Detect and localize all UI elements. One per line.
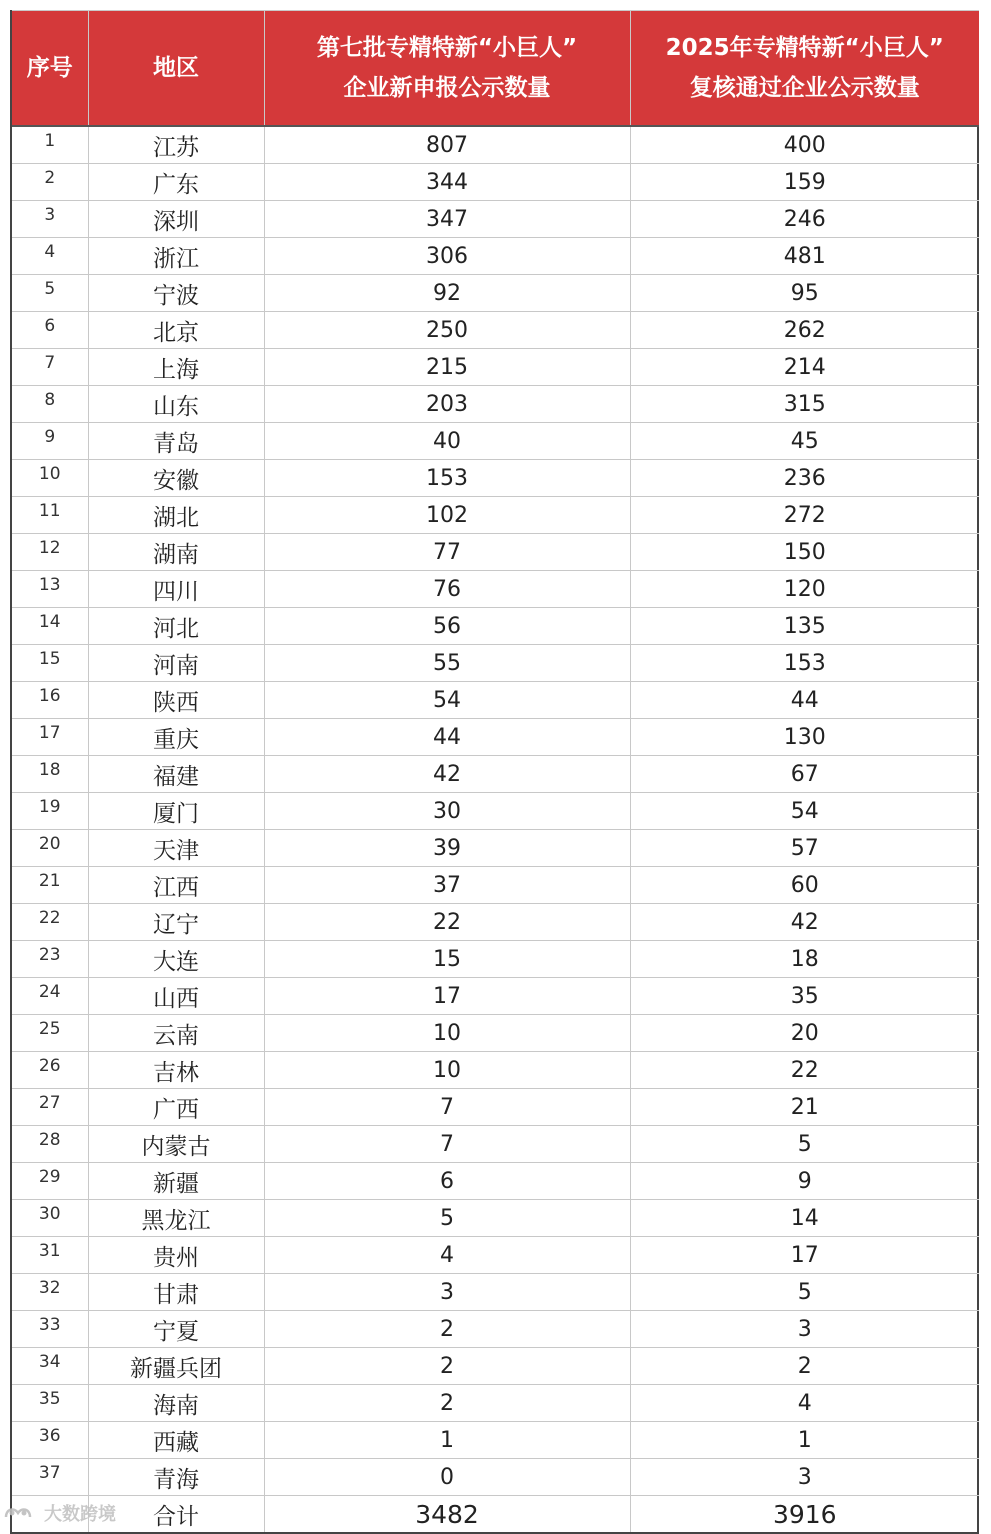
row-review-count: 44 — [630, 682, 979, 719]
row-region: 吉林 — [88, 1052, 264, 1089]
header-row — [12, 11, 979, 127]
row-region: 黑龙江 — [88, 1200, 264, 1237]
row-index: 36 — [12, 1422, 88, 1459]
header-index — [12, 11, 88, 127]
row-index: 33 — [12, 1311, 88, 1348]
table-row — [12, 904, 979, 941]
row-new-count: 10 — [264, 1015, 630, 1052]
row-region: 广东 — [88, 164, 264, 201]
row-new-count: 77 — [264, 534, 630, 571]
data-table — [12, 10, 979, 1532]
table-row — [12, 534, 979, 571]
row-new-count: 39 — [264, 830, 630, 867]
total-row — [12, 1496, 979, 1533]
row-review-count: 67 — [630, 756, 979, 793]
row-region: 辽宁 — [88, 904, 264, 941]
row-review-count: 42 — [630, 904, 979, 941]
row-region: 山东 — [88, 386, 264, 423]
row-region: 浙江 — [88, 238, 264, 275]
row-region: 宁波 — [88, 275, 264, 312]
row-new-count: 0 — [264, 1459, 630, 1496]
row-region: 广西 — [88, 1089, 264, 1126]
table-row — [12, 1200, 979, 1237]
row-review-count: 150 — [630, 534, 979, 571]
header-new-batch — [264, 11, 630, 127]
row-review-count: 315 — [630, 386, 979, 423]
row-new-count: 17 — [264, 978, 630, 1015]
row-index: 9 — [12, 423, 88, 460]
row-region: 西藏 — [88, 1422, 264, 1459]
table-row — [12, 608, 979, 645]
table-row — [12, 386, 979, 423]
row-new-count: 92 — [264, 275, 630, 312]
row-region: 甘肃 — [88, 1274, 264, 1311]
table-row — [12, 1311, 979, 1348]
row-region: 河南 — [88, 645, 264, 682]
row-new-count: 344 — [264, 164, 630, 201]
row-review-count: 262 — [630, 312, 979, 349]
row-new-count: 2 — [264, 1311, 630, 1348]
row-region: 云南 — [88, 1015, 264, 1052]
row-index: 7 — [12, 349, 88, 386]
total-index-empty — [12, 1496, 88, 1533]
row-review-count: 17 — [630, 1237, 979, 1274]
row-region: 新疆兵团 — [88, 1348, 264, 1385]
row-region: 江西 — [88, 867, 264, 904]
table-body — [12, 126, 979, 1532]
row-review-count: 22 — [630, 1052, 979, 1089]
header-index-label: 序号 — [26, 55, 73, 81]
row-review-count: 236 — [630, 460, 979, 497]
row-new-count: 54 — [264, 682, 630, 719]
row-new-count: 7 — [264, 1126, 630, 1163]
row-new-count: 250 — [264, 312, 630, 349]
table-row — [12, 1348, 979, 1385]
table-row — [12, 126, 979, 164]
table-row — [12, 1274, 979, 1311]
row-region: 福建 — [88, 756, 264, 793]
table-row — [12, 312, 979, 349]
header-review — [630, 11, 979, 127]
row-region: 山西 — [88, 978, 264, 1015]
header-new-batch-line2: 企业新申报公示数量 — [343, 75, 551, 101]
row-review-count: 45 — [630, 423, 979, 460]
row-new-count: 56 — [264, 608, 630, 645]
row-index: 29 — [12, 1163, 88, 1200]
table-row — [12, 1385, 979, 1422]
table-row — [12, 497, 979, 534]
table-row — [12, 941, 979, 978]
row-region: 青岛 — [88, 423, 264, 460]
row-new-count: 30 — [264, 793, 630, 830]
row-index: 8 — [12, 386, 88, 423]
table-row — [12, 719, 979, 756]
row-new-count: 40 — [264, 423, 630, 460]
row-new-count: 42 — [264, 756, 630, 793]
row-region: 湖南 — [88, 534, 264, 571]
row-index: 34 — [12, 1348, 88, 1385]
row-new-count: 1 — [264, 1422, 630, 1459]
row-index: 1 — [12, 126, 88, 164]
row-review-count: 2 — [630, 1348, 979, 1385]
row-new-count: 215 — [264, 349, 630, 386]
row-index: 3 — [12, 201, 88, 238]
row-region: 四川 — [88, 571, 264, 608]
row-review-count: 3 — [630, 1311, 979, 1348]
header-review-line1: 2025年专精特新“小巨人” — [665, 35, 944, 61]
row-region: 深圳 — [88, 201, 264, 238]
row-index: 19 — [12, 793, 88, 830]
table-row — [12, 238, 979, 275]
row-review-count: 1 — [630, 1422, 979, 1459]
header-region-label: 地区 — [153, 55, 199, 81]
row-region: 内蒙古 — [88, 1126, 264, 1163]
row-region: 新疆 — [88, 1163, 264, 1200]
total-review-count: 3916 — [630, 1496, 979, 1533]
row-index: 17 — [12, 719, 88, 756]
row-new-count: 306 — [264, 238, 630, 275]
row-review-count: 35 — [630, 978, 979, 1015]
row-review-count: 246 — [630, 201, 979, 238]
row-new-count: 44 — [264, 719, 630, 756]
row-region: 大连 — [88, 941, 264, 978]
table-row — [12, 682, 979, 719]
row-review-count: 14 — [630, 1200, 979, 1237]
row-index: 28 — [12, 1126, 88, 1163]
table-row — [12, 349, 979, 386]
row-new-count: 76 — [264, 571, 630, 608]
row-new-count: 10 — [264, 1052, 630, 1089]
row-review-count: 159 — [630, 164, 979, 201]
row-index: 11 — [12, 497, 88, 534]
row-index: 35 — [12, 1385, 88, 1422]
row-index: 14 — [12, 608, 88, 645]
row-review-count: 21 — [630, 1089, 979, 1126]
row-new-count: 4 — [264, 1237, 630, 1274]
header-review-line2: 复核通过企业公示数量 — [689, 75, 920, 101]
table-row — [12, 867, 979, 904]
row-review-count: 400 — [630, 126, 979, 164]
row-index: 6 — [12, 312, 88, 349]
row-new-count: 7 — [264, 1089, 630, 1126]
row-review-count: 9 — [630, 1163, 979, 1200]
row-index: 37 — [12, 1459, 88, 1496]
row-new-count: 2 — [264, 1348, 630, 1385]
row-index: 12 — [12, 534, 88, 571]
table-row — [12, 830, 979, 867]
table-row — [12, 793, 979, 830]
table-row — [12, 645, 979, 682]
row-index: 2 — [12, 164, 88, 201]
watermark-text: 大数跨境 — [44, 1504, 116, 1525]
row-index: 24 — [12, 978, 88, 1015]
row-review-count: 481 — [630, 238, 979, 275]
row-new-count: 347 — [264, 201, 630, 238]
table-row — [12, 1015, 979, 1052]
table-row — [12, 756, 979, 793]
row-review-count: 18 — [630, 941, 979, 978]
table-row — [12, 1459, 979, 1496]
row-review-count: 153 — [630, 645, 979, 682]
row-index: 5 — [12, 275, 88, 312]
row-region: 重庆 — [88, 719, 264, 756]
row-new-count: 5 — [264, 1200, 630, 1237]
row-review-count: 272 — [630, 497, 979, 534]
table-row — [12, 423, 979, 460]
row-new-count: 807 — [264, 126, 630, 164]
data-table-container — [10, 10, 979, 1534]
row-region: 北京 — [88, 312, 264, 349]
row-review-count: 120 — [630, 571, 979, 608]
row-region: 江苏 — [88, 126, 264, 164]
row-region: 宁夏 — [88, 1311, 264, 1348]
row-index: 30 — [12, 1200, 88, 1237]
row-index: 18 — [12, 756, 88, 793]
table-row — [12, 275, 979, 312]
row-new-count: 55 — [264, 645, 630, 682]
row-new-count: 15 — [264, 941, 630, 978]
header-region — [88, 11, 264, 127]
row-index: 26 — [12, 1052, 88, 1089]
row-new-count: 153 — [264, 460, 630, 497]
row-index: 32 — [12, 1274, 88, 1311]
row-index: 4 — [12, 238, 88, 275]
row-region: 河北 — [88, 608, 264, 645]
row-region: 湖北 — [88, 497, 264, 534]
row-review-count: 130 — [630, 719, 979, 756]
row-index: 15 — [12, 645, 88, 682]
table-row — [12, 460, 979, 497]
row-region: 厦门 — [88, 793, 264, 830]
row-review-count: 135 — [630, 608, 979, 645]
row-index: 16 — [12, 682, 88, 719]
row-new-count: 3 — [264, 1274, 630, 1311]
row-review-count: 60 — [630, 867, 979, 904]
row-region: 安徽 — [88, 460, 264, 497]
row-index: 21 — [12, 867, 88, 904]
table-row — [12, 201, 979, 238]
row-index: 10 — [12, 460, 88, 497]
row-index: 31 — [12, 1237, 88, 1274]
row-index: 27 — [12, 1089, 88, 1126]
row-review-count: 214 — [630, 349, 979, 386]
table-row — [12, 978, 979, 1015]
row-review-count: 95 — [630, 275, 979, 312]
row-review-count: 5 — [630, 1126, 979, 1163]
row-region: 天津 — [88, 830, 264, 867]
row-region: 青海 — [88, 1459, 264, 1496]
table-row — [12, 1163, 979, 1200]
row-new-count: 102 — [264, 497, 630, 534]
row-index: 20 — [12, 830, 88, 867]
row-region: 陕西 — [88, 682, 264, 719]
row-review-count: 54 — [630, 793, 979, 830]
row-review-count: 5 — [630, 1274, 979, 1311]
table-row — [12, 1422, 979, 1459]
row-region: 贵州 — [88, 1237, 264, 1274]
table-row — [12, 1126, 979, 1163]
row-new-count: 6 — [264, 1163, 630, 1200]
row-new-count: 2 — [264, 1385, 630, 1422]
row-new-count: 37 — [264, 867, 630, 904]
row-region: 海南 — [88, 1385, 264, 1422]
row-review-count: 3 — [630, 1459, 979, 1496]
row-new-count: 22 — [264, 904, 630, 941]
row-index: 22 — [12, 904, 88, 941]
row-index: 23 — [12, 941, 88, 978]
row-region: 上海 — [88, 349, 264, 386]
header-new-batch-line1: 第七批专精特新“小巨人” — [316, 35, 578, 61]
table-row — [12, 164, 979, 201]
table-row — [12, 1052, 979, 1089]
row-index: 13 — [12, 571, 88, 608]
total-new-count: 3482 — [264, 1496, 630, 1533]
table-row — [12, 571, 979, 608]
row-new-count: 203 — [264, 386, 630, 423]
table-row — [12, 1237, 979, 1274]
row-review-count: 20 — [630, 1015, 979, 1052]
row-index: 25 — [12, 1015, 88, 1052]
row-review-count: 57 — [630, 830, 979, 867]
table-row — [12, 1089, 979, 1126]
row-review-count: 4 — [630, 1385, 979, 1422]
total-label: 合计 — [88, 1496, 264, 1533]
